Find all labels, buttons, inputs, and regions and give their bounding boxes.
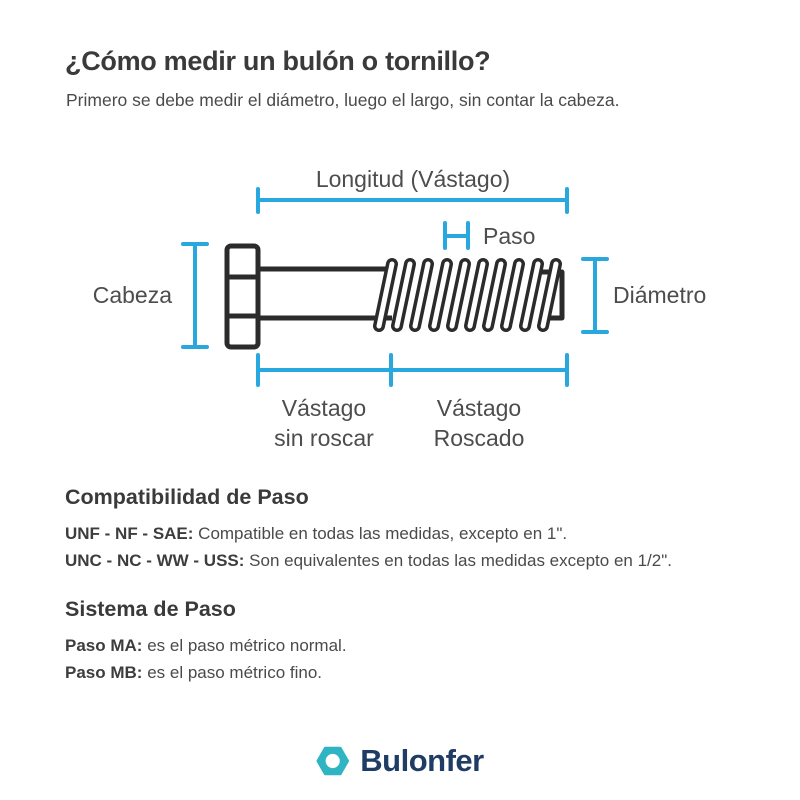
bolt-measurement-diagram	[0, 150, 800, 460]
cabeza-dimension-line	[183, 244, 207, 347]
page-subtitle: Primero se debe medir el diámetro, luego el largo, sin contar la cabeza.	[66, 90, 620, 110]
bolt-drawing	[227, 246, 562, 347]
compat-unf-line	[65, 520, 765, 547]
compat-unc-term: UNC - NC - WW - USS:	[65, 551, 245, 570]
longitud-label: Longitud (Vástago)	[315, 166, 511, 192]
paso-ma-term: Paso MA:	[65, 636, 143, 655]
compat-unc-text: Son equivalentes en todas las medidas excepto en 1/2".	[244, 551, 672, 570]
bolt-head	[227, 246, 258, 347]
nut-hole	[326, 754, 340, 768]
paso-mb-term: Paso MB:	[65, 663, 143, 682]
vastago-sin-roscar-label-line1: Vástago	[281, 395, 367, 421]
section-compatibilidad-de-paso	[65, 485, 765, 574]
vastago-sin-roscar-label-line2: sin roscar	[274, 425, 374, 451]
paso-ma-line	[65, 632, 765, 659]
compat-unf-term: UNF - NF - SAE:	[65, 524, 194, 543]
vastago-dimension-line	[258, 355, 567, 385]
bulonfer-nut-logo-icon	[316, 746, 349, 776]
page-title: ¿Cómo medir un bulón o tornillo?	[65, 46, 491, 76]
paso-dimension-line	[445, 223, 468, 248]
vastago-roscado-label-line1: Vástago	[436, 395, 522, 421]
section-heading: Sistema de Paso	[65, 597, 236, 621]
brand-name: Bulonfer	[360, 743, 484, 778]
section-heading: Compatibilidad de Paso	[65, 485, 309, 509]
footer-brand	[0, 743, 800, 779]
paso-ma-text: es el paso métrico normal.	[142, 636, 347, 655]
compat-unc-line	[65, 547, 765, 574]
cabeza-label: Cabeza	[92, 282, 172, 308]
section-sistema-de-paso	[65, 597, 765, 686]
diametro-label: Diámetro	[613, 282, 707, 308]
paso-label: Paso	[483, 223, 536, 249]
compat-unf-text: Compatible en todas las medidas, excepto en 1".	[193, 524, 568, 543]
page-header	[65, 46, 765, 111]
longitud-dimension-line	[258, 189, 567, 212]
vastago-roscado-label-line2: Roscado	[433, 425, 525, 451]
bolt-shank	[258, 269, 392, 318]
paso-mb-line	[65, 659, 765, 686]
paso-mb-text: es el paso métrico fino.	[142, 663, 322, 682]
diametro-dimension-line	[583, 259, 607, 332]
